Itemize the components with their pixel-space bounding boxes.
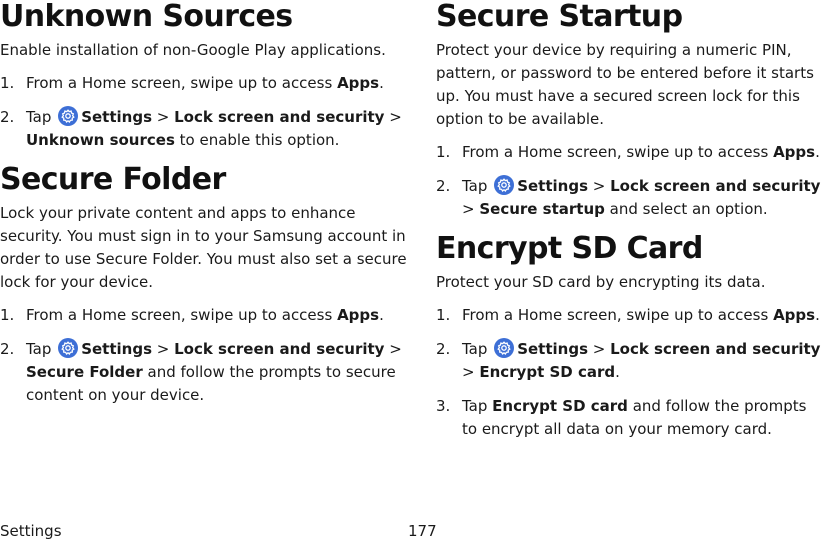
intro-unknown-sources: Enable installation of non-Google Play applications. bbox=[0, 41, 386, 59]
step-text: Tap bbox=[462, 397, 493, 415]
steps-secure-startup bbox=[436, 141, 826, 221]
step-number: 2. bbox=[436, 340, 451, 358]
step-1 bbox=[436, 304, 826, 327]
step-1 bbox=[436, 141, 826, 164]
step-text: From a Home screen, swipe up to access bbox=[462, 143, 774, 161]
tap-label: Tap bbox=[26, 340, 52, 358]
step-text-end: . bbox=[379, 306, 384, 324]
intro-secure-startup: Protect your device by requiring a numeric PIN, pattern, or password to be entered before it starts up. You must have a secured screen lock for this option to be available. bbox=[436, 41, 814, 128]
step-text-end: to enable this option. bbox=[174, 131, 340, 149]
left-column bbox=[0, 0, 412, 418]
tap-label: Tap bbox=[26, 108, 52, 126]
step-number: 1. bbox=[0, 306, 15, 324]
step-text-end: and follow the prompts to encrypt all data on your memory card. bbox=[462, 397, 807, 438]
heading-secure-folder: Secure Folder bbox=[0, 162, 226, 197]
step-number: 1. bbox=[436, 143, 451, 161]
unknown-sources-label: Unknown sources bbox=[26, 131, 175, 149]
footer-section-label: Settings bbox=[0, 522, 62, 540]
apps-label: Apps bbox=[337, 74, 380, 92]
heading-encrypt-sd-card: Encrypt SD Card bbox=[436, 231, 703, 266]
settings-label: Settings bbox=[81, 108, 152, 126]
step-number: 2. bbox=[0, 108, 15, 126]
separator: > bbox=[384, 340, 402, 358]
step-1 bbox=[0, 72, 412, 95]
lock-screen-label: Lock screen and security bbox=[174, 340, 385, 358]
page-footer bbox=[0, 521, 440, 541]
apps-label: Apps bbox=[337, 306, 380, 324]
right-column bbox=[436, 0, 826, 452]
steps-encrypt-sd-card bbox=[436, 304, 826, 441]
separator: > bbox=[462, 200, 480, 218]
step-text: From a Home screen, swipe up to access bbox=[26, 306, 338, 324]
step-2 bbox=[436, 175, 826, 221]
encrypt-sd-card-label: Encrypt SD card bbox=[492, 397, 628, 415]
step-number: 3. bbox=[436, 397, 451, 415]
step-text-end: and follow the prompts to secure content on your device. bbox=[26, 363, 396, 404]
settings-label: Settings bbox=[81, 340, 152, 358]
tap-label: Tap bbox=[462, 177, 488, 195]
step-number: 2. bbox=[436, 177, 451, 195]
settings-gear-icon bbox=[494, 175, 514, 195]
step-number: 1. bbox=[436, 306, 451, 324]
separator: > bbox=[588, 177, 611, 195]
step-text: From a Home screen, swipe up to access bbox=[462, 306, 774, 324]
settings-gear-icon bbox=[58, 338, 78, 358]
page-number: 177 bbox=[408, 522, 437, 540]
secure-startup-label: Secure startup bbox=[479, 200, 605, 218]
step-text-end: . bbox=[379, 74, 384, 92]
step-text: From a Home screen, swipe up to access bbox=[26, 74, 338, 92]
intro-secure-folder: Lock your private content and apps to enhance security. You must sign in to your Samsung account in order to use Secure Folder. You must also set a secure lock for your device. bbox=[0, 204, 407, 291]
lock-screen-label: Lock screen and security bbox=[610, 177, 821, 195]
apps-label: Apps bbox=[773, 143, 816, 161]
separator: > bbox=[588, 340, 611, 358]
settings-gear-icon bbox=[494, 338, 514, 358]
lock-screen-label: Lock screen and security bbox=[610, 340, 821, 358]
intro-encrypt-sd-card: Protect your SD card by encrypting its data. bbox=[436, 273, 766, 291]
apps-label: Apps bbox=[773, 306, 816, 324]
steps-secure-folder bbox=[0, 304, 412, 407]
step-number: 2. bbox=[0, 340, 15, 358]
step-text-end: . bbox=[615, 363, 620, 381]
steps-unknown-sources bbox=[0, 72, 412, 152]
lock-screen-label: Lock screen and security bbox=[174, 108, 385, 126]
step-2 bbox=[0, 106, 412, 152]
step-text-end: . bbox=[815, 143, 820, 161]
settings-gear-icon bbox=[58, 106, 78, 126]
separator: > bbox=[152, 108, 175, 126]
step-2 bbox=[436, 338, 826, 384]
secure-folder-label: Secure Folder bbox=[26, 363, 143, 381]
separator: > bbox=[462, 363, 480, 381]
step-number: 1. bbox=[0, 74, 15, 92]
step-1 bbox=[0, 304, 412, 327]
separator: > bbox=[152, 340, 175, 358]
step-text-end: . bbox=[815, 306, 820, 324]
tap-label: Tap bbox=[462, 340, 488, 358]
step-text-end: and select an option. bbox=[604, 200, 768, 218]
settings-label: Settings bbox=[517, 177, 588, 195]
step-3 bbox=[436, 395, 826, 441]
separator: > bbox=[384, 108, 402, 126]
heading-secure-startup: Secure Startup bbox=[436, 0, 683, 34]
settings-label: Settings bbox=[517, 340, 588, 358]
step-2 bbox=[0, 338, 412, 407]
encrypt-sd-card-label: Encrypt SD card bbox=[479, 363, 616, 381]
heading-unknown-sources: Unknown Sources bbox=[0, 0, 293, 34]
